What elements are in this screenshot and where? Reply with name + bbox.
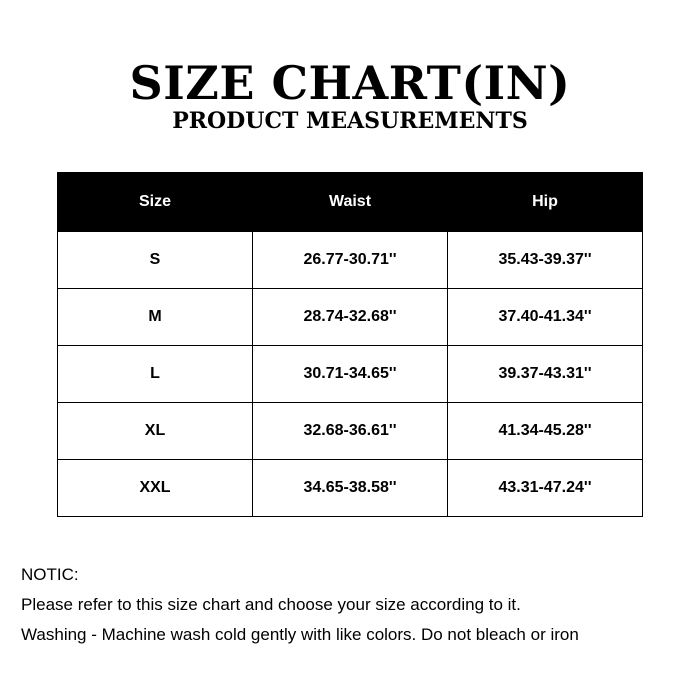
size-cell: XL: [58, 403, 253, 460]
table-row: [58, 460, 643, 517]
waist-cell: 34.65-38.58'': [253, 460, 448, 517]
column-header-hip: Hip: [448, 173, 643, 232]
column-header-waist: Waist: [253, 173, 448, 232]
page-title: SIZE CHART(IN): [129, 56, 571, 110]
hip-cell: 35.43-39.37'': [448, 232, 643, 289]
hip-cell: 39.37-43.31'': [448, 346, 643, 403]
size-cell: S: [58, 232, 253, 289]
notes-section: [21, 560, 579, 650]
waist-cell: 32.68-36.61'': [253, 403, 448, 460]
notes-heading: NOTIC:: [21, 565, 79, 584]
table-row: [58, 232, 643, 289]
waist-cell: 26.77-30.71'': [253, 232, 448, 289]
size-cell: XXL: [58, 460, 253, 517]
table-row: [58, 403, 643, 460]
size-chart-table: [57, 172, 643, 517]
table-row: [58, 346, 643, 403]
column-header-size: Size: [58, 173, 253, 232]
table-row: [58, 289, 643, 346]
size-cell: M: [58, 289, 253, 346]
hip-cell: 41.34-45.28'': [448, 403, 643, 460]
waist-cell: 28.74-32.68'': [253, 289, 448, 346]
size-advice-note: Please refer to this size chart and choose your size according to it.: [21, 595, 521, 614]
waist-cell: 30.71-34.65'': [253, 346, 448, 403]
washing-instructions-note: Washing - Machine wash cold gently with like colors. Do not bleach or iron: [21, 625, 579, 644]
size-cell: L: [58, 346, 253, 403]
hip-cell: 37.40-41.34'': [448, 289, 643, 346]
hip-cell: 43.31-47.24'': [448, 460, 643, 517]
page-subtitle: PRODUCT MEASUREMENTS: [172, 108, 528, 134]
table-header-row: [58, 173, 643, 232]
